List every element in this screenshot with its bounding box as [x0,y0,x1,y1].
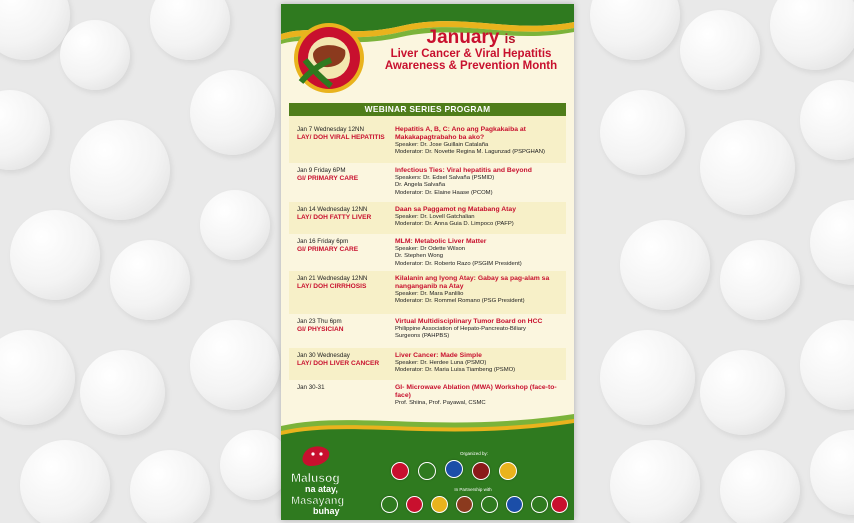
session-date: Jan 7 Wednesday 12NN [297,126,364,133]
session-row [289,202,566,234]
partner-logo [406,496,423,513]
session-category: GI/ PRIMARY CARE [297,175,359,182]
organizer-logo [499,462,517,480]
in-partnership-label: In Partnership with [454,487,492,492]
session-meta [297,318,397,334]
program-list [289,116,566,416]
session-date: Jan 23 Thu 6pm [297,318,342,325]
mascot-text-1: Malusog [291,471,340,485]
session-speaker: Moderator: Dr. Maria Luisa Tiambeng (PSMO) [395,367,516,374]
session-speaker: Moderator: Dr. Elaine Haase (PCOM) [395,189,493,196]
session-date: Jan 14 Wednesday 12NN [297,206,368,213]
session-details [395,275,563,306]
session-row [289,234,566,271]
session-meta [297,384,397,392]
headline-line3: Awareness & Prevention Month [384,60,558,72]
partner-logo [531,496,548,513]
session-title: Hepatitis A, B, C: Ano ang Pagkakaiba at Makakapagtrabaho ba ako? [395,126,526,141]
mascot-logo [287,442,375,518]
session-speaker: Speaker: Dr. Mara Panlilio [395,291,464,297]
partner-logo [551,496,568,513]
partner-logo [456,496,473,513]
session-title: GI- Microwave Ablation (MWA) Workshop (face-to-face) [395,384,557,399]
session-meta [297,206,397,222]
session-title: MLM: Metabolic Liver Matter [395,238,487,245]
session-speaker: Moderator: Dr. Anna Guia D. Limpoco (PAFP) [395,221,514,228]
session-details [395,318,563,341]
session-details [395,352,563,375]
mascot-text-4: buhay [313,506,340,516]
headline-is: is [504,31,516,46]
organizer-logo [472,462,490,480]
session-date: Jan 21 Wednesday 12NN [297,275,368,282]
session-speaker: Speaker: Dr. Lovell Gatchalian [395,214,475,220]
headline-line2: Liver Cancer & Viral Hepatitis [390,47,552,60]
session-title: Infectious Ties: Viral hepatitis and Beyond [395,167,532,174]
partner-logo [431,496,448,513]
session-row [289,271,566,314]
session-category: LAY/ DOH FATTY LIVER [297,214,372,221]
poster [281,4,574,520]
session-speaker: Prof. Shiina, Prof. Payawal, CSMC [395,400,486,406]
headline-month: January [426,27,500,48]
partner-logo [381,496,398,513]
session-details [395,238,563,268]
session-title: Liver Cancer: Made Simple [395,352,482,359]
liver-cancer-logo [291,20,367,96]
session-speaker: Dr. Angela Salvaña [395,182,446,189]
session-meta [297,126,397,142]
session-speaker: Moderator: Dr. Roberto Razo (PSGIM President) [395,260,522,267]
session-category: GI/ PHYSICIAN [297,326,344,333]
session-speaker: Speakers: Dr. Edsel Salvaña (PSMID) [395,175,495,181]
organizer-logo [391,462,409,480]
organizer-logo [445,460,463,478]
session-speaker: Dr. Stephen Wong [395,253,444,260]
session-category: LAY/ DOH LIVER CANCER [297,360,380,367]
session-date: Jan 30 Wednesday [297,352,350,359]
session-speaker: Speaker: Dr. Herdee Luna (PSMO) [395,360,487,366]
session-title: Kilalanin ang Iyong Atay: Gabay sa pag-alam sa nanganganib na Atay [395,275,550,290]
organized-by-label: Organized by: [459,451,488,456]
session-details [395,384,563,407]
mascot-text-2: na atay, [305,484,338,494]
session-row [289,348,566,380]
webinar-banner: WEBINAR SERIES PROGRAM [289,103,566,116]
session-category: LAY/ DOH VIRAL HEPATITIS [297,134,385,141]
session-speaker: Speaker: Dr. Jose Guillain Catalaña [395,142,489,148]
session-meta [297,238,397,254]
session-meta [297,275,397,291]
session-meta [297,352,397,368]
session-details [395,167,563,197]
session-date: Jan 9 Friday 6PM [297,167,346,174]
session-date: Jan 30-31 [297,384,325,391]
session-details [395,126,563,157]
session-speaker: Surgeons (PAHPBS) [395,333,450,340]
partner-logo [481,496,498,513]
session-speaker: Speaker: Dr Odette Wilson [395,246,466,252]
session-meta [297,167,397,183]
session-row [289,122,566,163]
session-row [289,163,566,202]
session-title: Daan sa Paggamot ng Matabang Atay [395,206,516,213]
session-category: GI/ PRIMARY CARE [297,246,359,253]
mascot-text-3: Masayang [291,495,345,507]
partner-logo [506,496,523,513]
organizer-logo [418,462,436,480]
session-details [395,206,563,229]
session-speaker: Moderator: Dr. Novette Regina M. Lagunzad (PSPGHAN) [395,149,545,156]
session-speaker: Moderator: Dr. Rommel Romano (PSG President) [395,298,525,305]
session-title: Virtual Multidisciplinary Tumor Board on HCC [395,318,543,325]
session-date: Jan 16 Friday 6pm [297,238,349,245]
session-row [289,314,566,348]
headline [371,28,571,72]
session-category: LAY/ DOH CIRRHOSIS [297,283,367,290]
session-speaker: Philippine Association of Hepato-Pancreato-Biliary [395,326,526,332]
